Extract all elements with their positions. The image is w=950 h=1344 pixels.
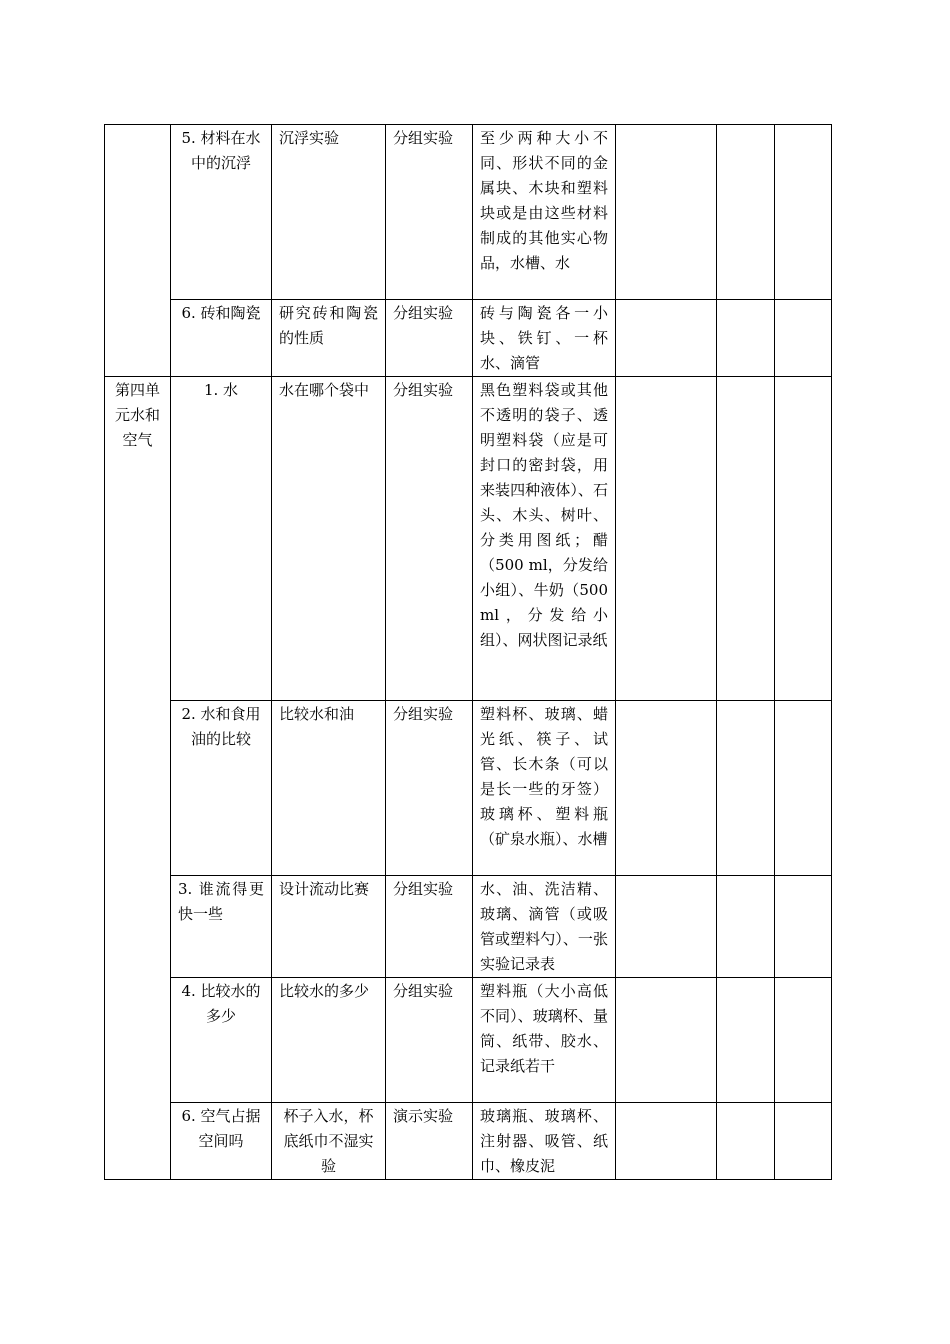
materials-cell: 塑料杯、玻璃、蜡光纸、筷子、试管、长木条（可以是长一些的牙签）玻璃杯、塑料瓶（矿泉水瓶）、水槽: [473, 701, 616, 876]
experiment-type-cell: 分组实验: [386, 300, 473, 377]
empty-cell: [717, 125, 775, 300]
experiment-type-cell: 分组实验: [386, 978, 473, 1103]
materials-cell: 砖与陶瓷各一小块、铁钉、一杯水、滴管: [473, 300, 616, 377]
experiment-cell: 比较水和油: [272, 701, 386, 876]
materials-cell: 玻璃瓶、玻璃杯、注射器、吸管、纸巾、橡皮泥: [473, 1103, 616, 1180]
empty-cell: [775, 876, 832, 978]
empty-cell: [775, 377, 832, 701]
experiment-type-cell: 分组实验: [386, 876, 473, 978]
empty-cell: [775, 300, 832, 377]
table-row: [105, 125, 832, 300]
lesson-cell: 2. 水和食用油的比较: [171, 701, 272, 876]
experiment-cell: 杯子入水，杯底纸巾不湿实验: [272, 1103, 386, 1180]
table-row: [105, 300, 832, 377]
experiment-type-cell: 分组实验: [386, 377, 473, 701]
experiment-type-cell: 演示实验: [386, 1103, 473, 1180]
empty-cell: [717, 876, 775, 978]
table-row: [105, 876, 832, 978]
experiment-cell: 比较水的多少: [272, 978, 386, 1103]
lesson-cell: 5. 材料在水中的沉浮: [171, 125, 272, 300]
lesson-cell: 6. 空气占据空间吗: [171, 1103, 272, 1180]
table-row: [105, 377, 832, 701]
lesson-cell: 1. 水: [171, 377, 272, 701]
empty-cell: [775, 125, 832, 300]
empty-cell: [775, 701, 832, 876]
empty-cell: [717, 1103, 775, 1180]
experiment-cell: 设计流动比赛: [272, 876, 386, 978]
table-row: [105, 1103, 832, 1180]
empty-cell: [616, 876, 717, 978]
materials-cell: 水、油、洗洁精、玻璃、滴管（或吸管或塑料勺）、一张实验记录表: [473, 876, 616, 978]
empty-cell: [717, 701, 775, 876]
empty-cell: [616, 978, 717, 1103]
materials-cell: 黑色塑料袋或其他不透明的袋子、透明塑料袋（应是可封口的密封袋，用来装四种液体）、石头、木头、树叶、分类用图纸；醋（500 ml，分发给小组）、牛奶（500 ml，分发给小组）、网状图记录纸: [473, 377, 616, 701]
empty-cell: [717, 978, 775, 1103]
empty-cell: [717, 377, 775, 701]
experiment-cell: 水在哪个袋中: [272, 377, 386, 701]
empty-cell: [616, 1103, 717, 1180]
table-row: [105, 978, 832, 1103]
unit-cell: 第四单元水和空气: [105, 377, 171, 1180]
unit-cell: [105, 125, 171, 377]
materials-cell: 至少两种大小不同、形状不同的金属块、木块和塑料块或是由这些材料制成的其他实心物品，水槽、水: [473, 125, 616, 300]
experiment-cell: 沉浮实验: [272, 125, 386, 300]
empty-cell: [616, 377, 717, 701]
lesson-cell: 4. 比较水的多少: [171, 978, 272, 1103]
empty-cell: [775, 1103, 832, 1180]
empty-cell: [616, 125, 717, 300]
experiment-cell: 研究砖和陶瓷的性质: [272, 300, 386, 377]
lesson-cell: 3. 谁流得更快一些: [171, 876, 272, 978]
experiment-type-cell: 分组实验: [386, 701, 473, 876]
empty-cell: [616, 300, 717, 377]
lesson-experiment-table: [104, 124, 832, 1180]
materials-cell: 塑料瓶（大小高低不同）、玻璃杯、量筒、纸带、胶水、记录纸若干: [473, 978, 616, 1103]
empty-cell: [775, 978, 832, 1103]
empty-cell: [717, 300, 775, 377]
lesson-cell: 6. 砖和陶瓷: [171, 300, 272, 377]
experiment-type-cell: 分组实验: [386, 125, 473, 300]
table-row: [105, 701, 832, 876]
empty-cell: [616, 701, 717, 876]
